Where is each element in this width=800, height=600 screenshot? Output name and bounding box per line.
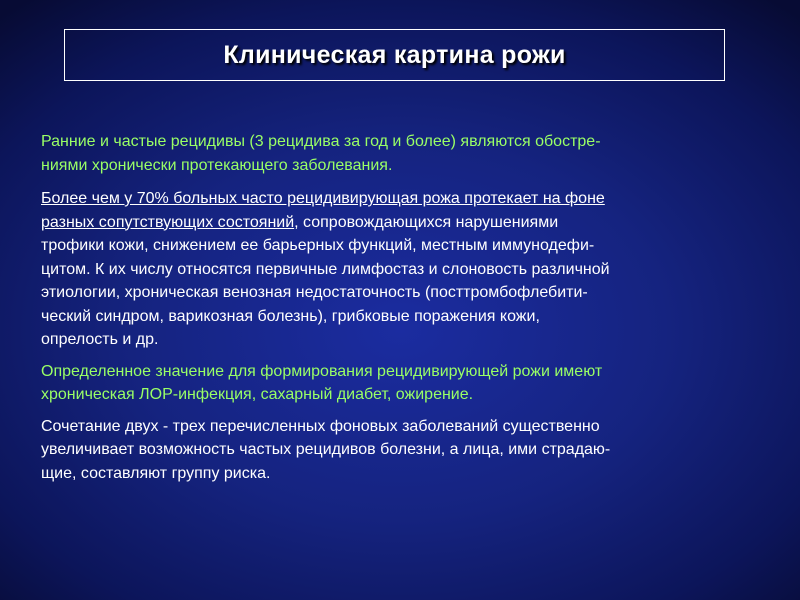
- paragraph-comorbidities: [41, 187, 761, 352]
- paragraph-risk-factors: Определенное значение для формирования рецидивирующей рожи имеют хроническая ЛОР-инфекция, сахарный диабет, ожирение.: [41, 362, 603, 403]
- title-frame: [64, 29, 725, 81]
- comorbidities-details: , сопровождающихся нарушениями трофики кожи, снижением ее барьерных функций, местным иммунодефи- цитом. К их числу относятся первичные лимфостаз и слоновость различной этиологии, хроническая венозная недостаточность (посттромбофлебити- ческий синдром, варикозная болезнь), грибковые поражения кожи, опрелость и др.: [41, 213, 610, 348]
- paragraph-recurrence: Ранние и частые рецидивы (3 рецидива за год и более) являются обостре- ниями хронически протекающего заболевания.: [41, 133, 601, 174]
- paragraph-risk-group: Сочетание двух - трех перечисленных фоновых заболеваний существенно увеличивает возможность частых рецидивов болезни, а лица, ими страдаю- щие, составляют группу риска.: [41, 417, 611, 482]
- slide-body: [41, 130, 761, 493]
- slide-title: Клиническая картина рожи: [223, 40, 566, 69]
- underlined-statement: Более чем у 70% больных часто рецидивирующая рожа протекает на фоне разных сопутствующих состояний: [41, 190, 605, 231]
